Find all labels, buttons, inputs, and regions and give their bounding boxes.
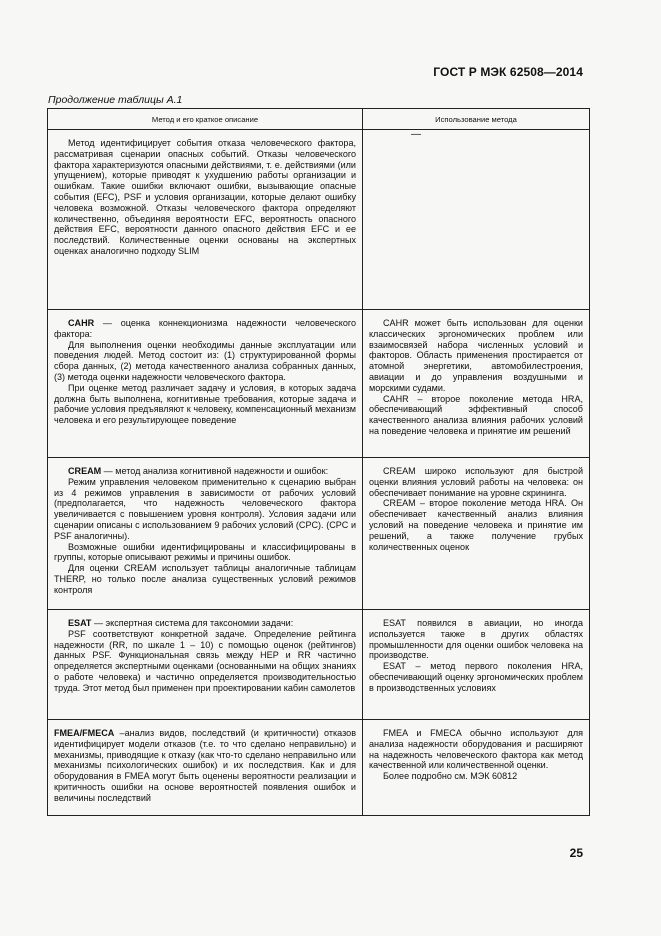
method-name: FMEA/FMECA [54,728,115,738]
method-title [54,728,356,804]
method-name: CREAM [68,466,102,476]
table-caption: Продолжение таблицы А.1 [48,94,183,106]
paragraph: Метод идентифицирует события отказа человеческого фактора, рассматривая сценарии опасных событий. Отказы человеческого фактора характеризуются опасными действиями, т. е. действиями (или упущением), которые приводят к ухудшению работы организации и ошибкам. Такие ошибки включают ошибки, вызывающие опасные события (EFC), PSF и условия организации, которые делают ошибку человека возможной. Отказы человеческого фактора определяют количественно, объединяя вероятности EFC, вероятность опасного действия EFC, вероятности данного опасного действия EFC и ее последствий. Количественные оценки основаны на экспертных оценках аналогично подходу SLIM [54,138,356,256]
paragraph: ESAT – метод первого поколения HRA, обеспечивающий оценку эргономических проблем в производственных условиях [369,661,583,693]
method-usage [363,130,590,310]
paragraph: PSF соответствуют конкретной задаче. Определение рейтинга надежности (RR, по шкале 1 – 10) с помощью оценок (рейтингов) данных PSF. Функциональная связь между HEP и RR частично определяется экспертными оценками (основанными на общих знаниях о работе человека) и частично определяется производительностью труда. Этот метод был применен при проектировании кабин самолетов [54,628,356,693]
col-header-usage: Использование метода [363,109,590,130]
table-row [48,130,590,310]
dash: — [411,129,421,140]
method-description [48,720,363,816]
method-title [54,618,356,629]
paragraph: CREAM – второе поколение метода HRA. Он обеспечивает качественный анализ влияния условий на поведение человека и принятие им решений, а также получение грубых количественных оценок [369,498,583,552]
method-usage [363,610,590,720]
method-title [54,466,356,477]
page-number: 25 [569,846,583,860]
paragraph: FMEA и FMECA обычно используют для анализа надежности оборудования и расширяют на надежность человеческого фактора как метод качественной или количественной оценки. [369,728,583,771]
method-name: ESAT [68,618,92,628]
standard-designation: ГОСТ Р МЭК 62508—2014 [433,65,583,79]
method-usage [363,720,590,816]
method-description [48,130,363,310]
method-title-rest: –анализ видов, последствий (и критичности) отказов идентифицирует модели отказов (т.е. то что сделано неправильно) и механизмы, приводящие к отказу (как что-то сделано неправильно или механизмы психологических ошибок) и их последствия. Как и для оборудования в FMEA могут быть оценены вероятности реализации и критичность ошибки на основе вероятностей появления ошибок и величины последствий [54,728,356,803]
paragraph: Возможные ошибки идентифицированы и классифицированы в группы, которые описывают режимы и причины ошибок. [54,541,356,563]
method-name: CAHR [68,318,95,328]
method-title [54,318,356,340]
table-header-row [48,109,590,130]
method-title-rest: — оценка коннекционизма надежности человеческого фактора: [54,318,356,339]
methods-table [47,108,590,816]
paragraph: ESAT появился в авиации, но иногда используется также в других областях промышленности для оценки ошибок человека на производстве. [369,618,583,661]
paragraph: Режим управления человеком применительно к сценарию выбран из 4 режимов управления в зависимости от рабочих условий (предполагается, что надежность человеческого фактора увеличивается с повышением уровня контроля). Условия задачи или сценарии описаны с использованием 9 рабочих условий (CPC). (CPC и PSF аналогичны). [54,476,356,541]
table-row [48,610,590,720]
col-header-method: Метод и его краткое описание [48,109,363,130]
table-row [48,310,590,458]
paragraph: Для выполнения оценки необходимы данные эксплуатации или поведения людей. Метод состоит из: (1) структурированной формы сбора данных, (2) метода качественного анализа собранных данных, (3) метода оценки надежности человеческого фактора. [54,339,356,382]
method-description [48,310,363,458]
method-usage [363,458,590,610]
method-description [48,458,363,610]
paragraph: При оценке метод различает задачу и условия, в которых задача должна быть выполнена, когнитивные требования, которые задача и рабочие условия предъявляют к человеку, компенсационный механизм человека и его результирующее поведение [54,382,356,426]
paragraph: CAHR – второе поколение метода HRA, обеспечивающий эффективный способ качественного анализа влияния рабочих условий на поведение человека и принятие им решений [369,393,583,436]
table-row [48,720,590,816]
method-usage [363,310,590,458]
paragraph: CREAM широко используют для быстрой оценки влияния условий работы на человека: он обеспечивает понимание на уровне скрининга. [369,466,583,498]
method-title-rest: — метод анализа когнитивной надежности и ошибок: [101,466,329,476]
method-title-rest: — экспертная система для таксономии задачи: [91,618,294,628]
paragraph: Для оценки CREAM использует таблицы аналогичные таблицам THERP, но только после анализа существенных условий режимов контроля [54,563,356,595]
paragraph: CAHR может быть использован для оценки классических эргономических проблем или взаимосвязей набора численных условий и факторов. Область применения простирается от атомной энергетики, автомобилестроения, авиации и до управления воздушными и морскими судами. [369,318,583,393]
paragraph: Более подробно см. МЭК 60812 [383,771,518,782]
table-row [48,458,590,610]
method-description [48,610,363,720]
